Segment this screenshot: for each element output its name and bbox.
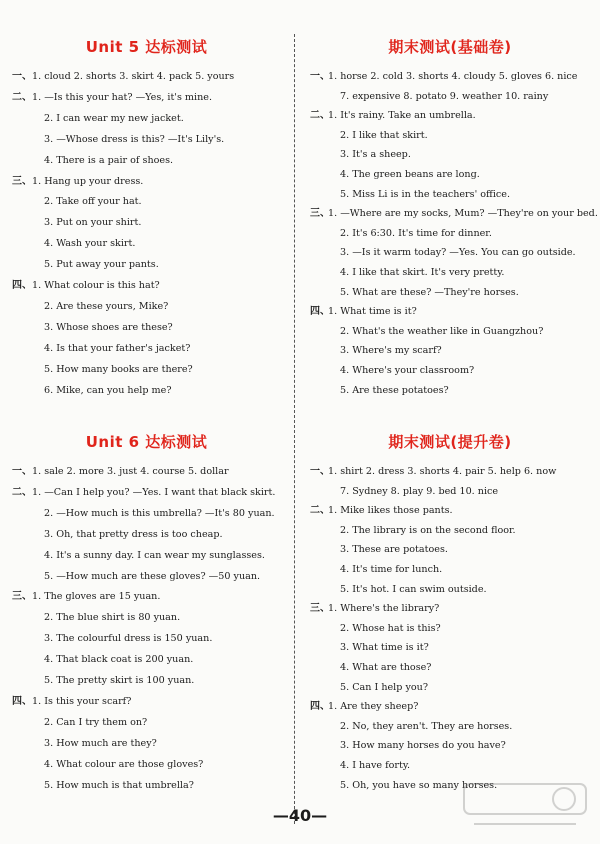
answer-line: 2. Can I try them on? bbox=[44, 716, 148, 728]
section-number: 四、 bbox=[310, 306, 330, 318]
answer-line: 1. What colour is this hat? bbox=[32, 280, 160, 291]
watermark-logo bbox=[460, 778, 590, 838]
answer-line: 5. Oh, you have so many horses. bbox=[340, 779, 498, 791]
section-number: 三、 bbox=[310, 208, 330, 220]
answer-line: 3. —Is it warm today? —Yes. You can go outside. bbox=[340, 247, 576, 259]
answer-line: 2. What's the weather like in Guangzhou? bbox=[340, 325, 544, 337]
section-number: 二、 bbox=[12, 486, 32, 498]
answer-line: 1. —Is this your hat? —Yes, it's mine. bbox=[32, 91, 212, 103]
answer-line: 2. I can wear my new jacket. bbox=[44, 112, 184, 124]
answer-line: 4. It's time for lunch. bbox=[340, 564, 443, 575]
answer-line: 4. Is that your father's jacket? bbox=[44, 342, 191, 354]
answer-line: 4. I have forty. bbox=[340, 760, 411, 771]
answer-line: 2. No, they aren't. They are horses. bbox=[340, 720, 513, 732]
section-number: 二、 bbox=[310, 110, 330, 122]
section-number: 三、 bbox=[12, 175, 32, 187]
answer-line: 2. Whose hat is this? bbox=[340, 622, 441, 634]
section-number: 一、 bbox=[12, 466, 32, 477]
answer-line: 4. What are those? bbox=[340, 662, 432, 673]
answer-line: 3. It's a sheep. bbox=[340, 149, 411, 161]
section-number: 二、 bbox=[310, 505, 330, 517]
answer-line: 7. Sydney 8. play 9. bed 10. nice bbox=[340, 485, 499, 497]
answer-line: 4. Wash your skirt. bbox=[44, 238, 136, 250]
answer-line: 5. —How much are these gloves? —50 yuan. bbox=[44, 570, 261, 582]
answer-line: 1. shirt 2. dress 3. shorts 4. pair 5. help 6. now bbox=[328, 466, 557, 477]
answer-line: 3. The colourful dress is 150 yuan. bbox=[44, 633, 213, 645]
answer-line: 2. It's 6:30. It's time for dinner. bbox=[340, 227, 492, 239]
answer-line: 4. Where's your classroom? bbox=[340, 365, 475, 376]
answer-line: 1. sale 2. more 3. just 4. course 5. dollar bbox=[32, 466, 229, 477]
answer-line: 1. horse 2. cold 3. shorts 4. cloudy 5. gloves 6. nice bbox=[328, 71, 578, 82]
answer-line: 5. How many books are there? bbox=[44, 363, 193, 375]
unit6-title: Unit 6 达标测试 bbox=[85, 433, 208, 451]
answer-line: 5. Are these potatoes? bbox=[340, 384, 449, 396]
answer-line: 3. These are potatoes. bbox=[340, 544, 448, 556]
answer-line: 3. Whose shoes are these? bbox=[44, 321, 173, 333]
answer-line: 5. Put away your pants. bbox=[44, 259, 159, 271]
answer-line: 2. The blue shirt is 80 yuan. bbox=[44, 612, 181, 624]
answer-line: 4. I like that skirt. It's very pretty. bbox=[340, 267, 505, 278]
answer-line: 4. It's a sunny day. I can wear my sunglasses. bbox=[44, 549, 265, 561]
answer-line: 2. —How much is this umbrella? —It's 80 yuan. bbox=[44, 507, 275, 519]
answer-line: 2. I like that skirt. bbox=[340, 129, 428, 141]
section-number: 三、 bbox=[12, 591, 32, 603]
answer-line: 3. How much are they? bbox=[44, 737, 157, 749]
answer-line: 1. It's rainy. Take an umbrella. bbox=[328, 110, 476, 122]
answer-line: 3. Oh, that pretty dress is too cheap. bbox=[44, 528, 223, 540]
answer-line: 2. The library is on the second floor. bbox=[340, 524, 516, 536]
answer-line: 1. —Can I help you? —Yes. I want that black skirt. bbox=[32, 486, 276, 498]
answer-line: 2. Are these yours, Mike? bbox=[44, 300, 169, 312]
answer-line: 7. expensive 8. potato 9. weather 10. rainy bbox=[340, 90, 549, 102]
section-number: 二、 bbox=[12, 91, 32, 103]
unit5-title: Unit 5 达标测试 bbox=[85, 38, 208, 56]
answer-line: 5. What are these? —They're horses. bbox=[340, 286, 519, 298]
section-number: 一、 bbox=[12, 71, 32, 82]
section-number: 四、 bbox=[310, 701, 330, 713]
answer-line: 3. —Whose dress is this? —It's Lily's. bbox=[44, 133, 225, 145]
answer-line: 3. What time is it? bbox=[340, 642, 429, 654]
answer-line: 4. There is a pair of shoes. bbox=[44, 154, 174, 166]
answer-line: 1. Hang up your dress. bbox=[32, 175, 144, 187]
answer-line: 1. Is this your scarf? bbox=[32, 695, 132, 707]
answer-line: 6. Mike, can you help me? bbox=[44, 384, 172, 396]
answer-line: 3. How many horses do you have? bbox=[340, 740, 506, 752]
page-number: —40— bbox=[272, 806, 328, 825]
answer-line: 1. cloud 2. shorts 3. skirt 4. pack 5. yours bbox=[32, 71, 235, 82]
answer-line: 1. The gloves are 15 yuan. bbox=[32, 591, 161, 603]
answer-line: 1. —Where are my socks, Mum? —They're on your bed. bbox=[328, 208, 598, 220]
answer-line: 5. Can I help you? bbox=[340, 681, 428, 693]
answer-line: 1. Are they sheep? bbox=[328, 701, 419, 713]
section-number: 三、 bbox=[310, 603, 330, 615]
answer-line: 2. Take off your hat. bbox=[44, 196, 142, 208]
column-divider bbox=[294, 34, 295, 824]
section-number: 一、 bbox=[310, 71, 330, 82]
watermark-logo-icon bbox=[460, 778, 590, 838]
answer-line: 5. How much is that umbrella? bbox=[44, 779, 194, 791]
answer-line: 1. Where's the library? bbox=[328, 603, 440, 615]
advanced-exam-title: 期末测试(提升卷) bbox=[388, 433, 512, 451]
section-number: 四、 bbox=[12, 695, 32, 707]
answer-line: 4. What colour are those gloves? bbox=[44, 758, 204, 770]
answer-line: 3. Where's my scarf? bbox=[340, 345, 442, 357]
answer-line: 4. The green beans are long. bbox=[340, 169, 480, 180]
basic-exam-title: 期末测试(基础卷) bbox=[388, 38, 512, 56]
answer-line: 5. It's hot. I can swim outside. bbox=[340, 583, 487, 595]
section-number: 四、 bbox=[12, 280, 32, 291]
answer-line: 1. What time is it? bbox=[328, 306, 417, 318]
answer-line: 3. Put on your shirt. bbox=[44, 217, 142, 229]
section-number: 一、 bbox=[310, 466, 330, 477]
answer-line: 5. Miss Li is in the teachers' office. bbox=[340, 188, 511, 200]
answer-line: 5. The pretty skirt is 100 yuan. bbox=[44, 675, 195, 686]
answer-line: 4. That black coat is 200 yuan. bbox=[44, 654, 194, 666]
answer-line: 1. Mike likes those pants. bbox=[328, 505, 453, 517]
